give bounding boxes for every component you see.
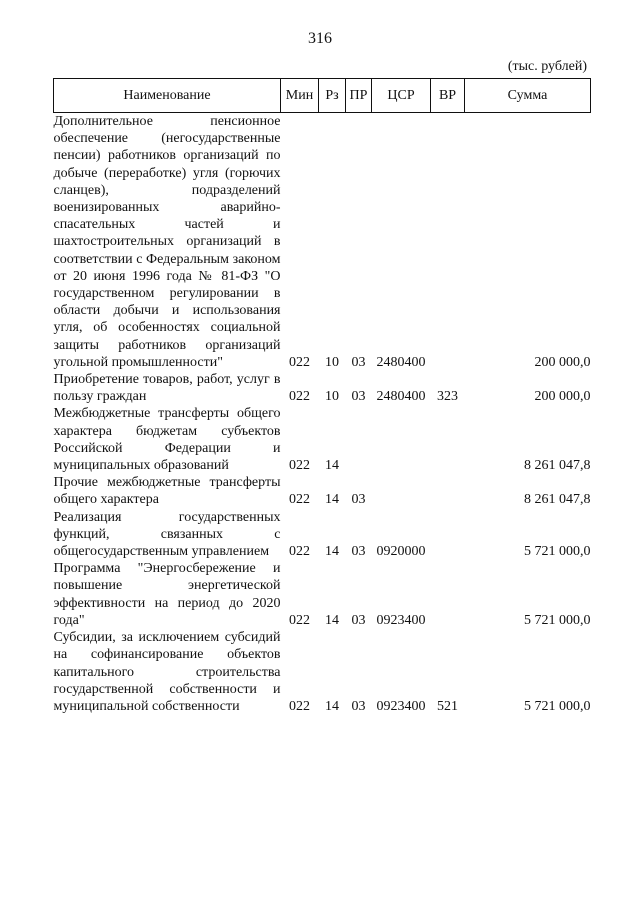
row-sum: 8 261 047,8 (524, 492, 591, 508)
column-header-vr: ВР (431, 79, 465, 113)
column-header-csr: ЦСР (372, 79, 431, 113)
row-vr: 521 (437, 698, 458, 714)
row-sum: 200 000,0 (534, 354, 591, 370)
row-pr (346, 405, 372, 474)
row-csr (372, 405, 431, 474)
row-csr: 0923400 (376, 698, 426, 714)
column-header-name: Наименование (54, 79, 281, 113)
table-row (54, 629, 591, 715)
row-sum: 200 000,0 (534, 389, 591, 405)
column-header-rz: Рз (319, 79, 346, 113)
row-vr (431, 474, 465, 508)
row-pr: 03 (351, 354, 366, 370)
row-rz: 14 (325, 698, 339, 714)
row-csr: 2480400 (376, 389, 426, 405)
row-csr (372, 474, 431, 508)
row-vr (431, 560, 465, 629)
row-sum: 5 721 000,0 (524, 612, 591, 628)
table-row (54, 474, 591, 508)
row-pr: 03 (351, 544, 366, 560)
row-vr (431, 405, 465, 474)
row-rz: 14 (325, 544, 339, 560)
row-min: 022 (289, 698, 310, 714)
row-min: 022 (289, 492, 310, 508)
row-name: Реализация государственных функций, связанных с общегосударственным управлением (53, 509, 281, 560)
row-vr (431, 509, 465, 561)
row-name: Программа "Энергосбережение и повышение энергетической эффективности на период до 2020 года" (53, 561, 281, 628)
row-name: Прочие межбюджетные трансферты общего характера (53, 475, 281, 508)
row-min: 022 (289, 458, 310, 474)
row-rz: 14 (325, 612, 339, 628)
column-header-min: Мин (281, 79, 319, 113)
page-number: 316 (308, 30, 332, 47)
row-sum: 5 721 000,0 (524, 698, 591, 714)
table-row (54, 560, 591, 629)
row-pr: 03 (351, 698, 366, 714)
table-row (54, 405, 591, 474)
row-name: Межбюджетные трансферты общего характера бюджетам субъектов Российской Федерации и муниципальных образований (53, 406, 281, 474)
row-pr: 03 (351, 492, 366, 508)
row-rz: 14 (325, 458, 339, 474)
row-pr: 03 (351, 389, 366, 405)
row-csr: 0920000 (376, 544, 426, 560)
row-pr: 03 (351, 612, 366, 628)
row-min: 022 (289, 612, 310, 628)
row-name: Приобретение товаров, работ, услуг в пользу граждан (53, 372, 281, 405)
units-label: (тыс. рублей) (507, 59, 587, 74)
row-min: 022 (289, 354, 310, 370)
row-name: Субсидии, за исключением субсидий на софинансирование объектов капитального строительства государственной собственности и муниципальной собственности (53, 630, 281, 714)
row-vr (431, 113, 465, 372)
row-rz: 10 (325, 354, 339, 370)
row-min: 022 (289, 544, 310, 560)
row-csr: 0923400 (376, 612, 426, 628)
column-header-pr: ПР (346, 79, 372, 113)
row-vr: 323 (437, 389, 458, 405)
row-sum: 8 261 047,8 (524, 458, 591, 474)
row-min: 022 (289, 389, 310, 405)
row-name: Дополнительное пенсионное обеспечение (негосударственные пенсии) работников организаций по добыче (переработке) угля (горючих сланцев), подразделений военизированных аварийно-спасательных частей и шахтостроительных организаций в соответствии с Федеральным законом от 20 июня 1996 года № 81-ФЗ "О государственном регулировании в области добычи и использования угля, об особенностях социальной защиты работников организаций угольной промышленности" (53, 114, 281, 370)
table-row (54, 113, 591, 372)
budget-table (53, 78, 591, 715)
row-rz: 14 (325, 492, 339, 508)
table-row (54, 371, 591, 405)
row-rz: 10 (325, 389, 339, 405)
table-row (54, 509, 591, 561)
row-csr: 2480400 (376, 354, 426, 370)
row-sum: 5 721 000,0 (524, 544, 591, 560)
table-header (54, 79, 591, 113)
column-header-sum: Сумма (465, 79, 591, 113)
